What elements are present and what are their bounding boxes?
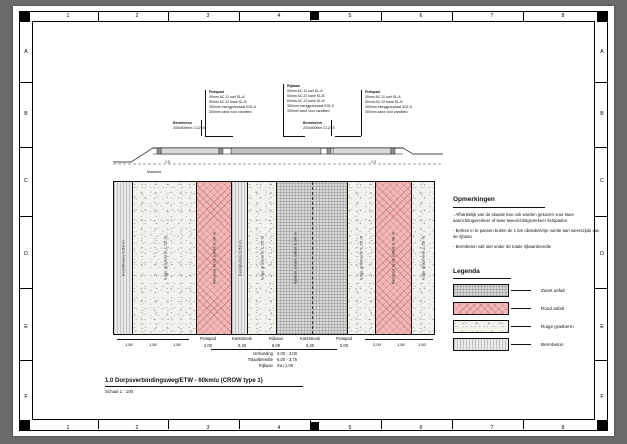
legend-item-rood-asfalt	[453, 302, 603, 315]
ruler-right-D: D	[600, 251, 604, 257]
label-slope-right: 1:3	[371, 160, 376, 164]
callout-line: 60mm AC 22 base SL-B	[287, 94, 325, 99]
legend-swatch-berm	[453, 338, 509, 351]
dim-line	[365, 339, 433, 340]
dim-value: 6,00	[271, 343, 281, 348]
dim-label: Verharding	[252, 351, 273, 356]
callout-line: 300mm zand voor zandbed	[287, 109, 330, 114]
ruler-top-1: 1	[66, 13, 70, 19]
register-mark-top-right	[597, 11, 608, 22]
ruler-top-5: 5	[348, 13, 352, 19]
ruler-tick	[239, 12, 240, 21]
title-line: 1.0 Dorpsverbindingsweg/ETW - 60km/u (CROW type 1)	[105, 378, 263, 384]
callout-fietspad-left	[209, 90, 256, 115]
band-gravel-left	[133, 182, 197, 334]
ruler-left-D: D	[24, 251, 28, 257]
ruler-top-7: 7	[490, 13, 494, 19]
drawing-sheet	[13, 6, 614, 436]
ruler-tick	[19, 360, 32, 361]
dim-value: 1,50	[125, 342, 133, 347]
ruler-tick	[19, 82, 32, 83]
legend-leader	[511, 344, 531, 345]
ruler-tick	[168, 420, 169, 429]
band-label: ruige grasberm 1,50 m	[162, 235, 168, 281]
register-mark-bottom-center	[310, 422, 319, 431]
notes-underline	[453, 207, 545, 208]
legend-swatch-red-asphalt	[453, 302, 509, 315]
ruler-bottom-8: 8	[561, 425, 565, 431]
callout-line: 30mm AC 11 surf SL-A	[209, 95, 245, 100]
callout-line: 50mm AC 22 base SL-B	[209, 100, 247, 105]
band-label: ruige grasberm 1,50 m	[358, 235, 364, 281]
band-carriageway	[277, 182, 347, 334]
ruler-right-E: E	[600, 324, 604, 330]
ruler-top-6: 6	[419, 13, 423, 19]
ruler-bottom-4: 4	[277, 425, 281, 431]
dim-value: 2,00	[339, 343, 349, 348]
register-mark-top-center	[310, 11, 319, 20]
callout-line: 300mm zand voor zandbed	[365, 110, 408, 115]
legend-panel	[453, 268, 603, 356]
band-cyclepath-left	[197, 182, 232, 334]
callout-line: 300mm zand voor zandbed	[209, 110, 252, 115]
note-item: - Bermbeton valt niet onder de totale rijbaanbreedte	[453, 243, 552, 249]
ruler-tick	[595, 82, 608, 83]
ruler-bottom-6: 6	[419, 425, 423, 431]
band-label: ruige grasberm 1,50 m	[420, 235, 426, 281]
callout-line: 60mm AC 22 base SL-B	[287, 99, 325, 104]
ruler-tick	[19, 288, 32, 289]
callout-title: Bermbeton	[173, 121, 192, 125]
dim-value: 6,00 - 3,75	[277, 357, 298, 362]
callout-line: 200x500mm C12/15	[173, 126, 205, 131]
callout-fietspad-right	[365, 90, 412, 115]
ruler-tick	[381, 12, 382, 21]
ruler-right-A: A	[600, 49, 604, 55]
legend-item-ruige-grasberm	[453, 320, 603, 333]
legend-label: Zwart asfalt	[541, 288, 565, 293]
callout-rijbaan	[287, 84, 334, 115]
ruler-top-4: 4	[277, 13, 281, 19]
dim-value: 1,50	[418, 342, 426, 347]
road-centerline	[312, 182, 313, 334]
band-cyclepath-right	[376, 182, 411, 334]
legend-underline	[453, 278, 511, 279]
ruler-right-F: F	[600, 394, 604, 400]
legend-item-bermbeton	[453, 338, 603, 351]
dim-value: 0,30	[305, 343, 315, 348]
dim-label: Rijbaan	[258, 363, 273, 368]
ruler-tick	[523, 420, 524, 429]
dim-value: 1,50	[149, 342, 157, 347]
dim-value: 2,00	[203, 343, 213, 348]
band-gravel-mid-right	[348, 182, 377, 334]
scale-line: Schaal 1 : 100	[105, 389, 134, 394]
dim-label: Rijbaan	[268, 336, 284, 341]
ruler-left-C: C	[24, 178, 28, 184]
ruler-left-F: F	[24, 394, 28, 400]
leader-line	[283, 84, 284, 136]
ruler-right-B: B	[600, 111, 604, 117]
dim-value: 2,00	[373, 342, 381, 347]
note-item: - Afhankelijk van de situatie kan ook worden gekozen voor twee aanrichtingsverkeer of twee tweerichtingsverkeer fietspaden	[453, 212, 574, 224]
callout-title: Fietspad	[209, 90, 224, 94]
dim-value: 1,50	[397, 342, 405, 347]
notes-title: Opmerkingen	[453, 196, 495, 203]
legend-leader	[511, 290, 531, 291]
legend-title: Legenda	[453, 268, 480, 275]
dim-value: 1,50	[173, 342, 181, 347]
ruler-left-B: B	[24, 111, 28, 117]
callout-line: 300mm menggranulaat 0/31.5	[365, 105, 412, 110]
ruler-top-8: 8	[561, 13, 565, 19]
dim-value: 4,00 - 3,00	[277, 351, 298, 356]
legend-swatch-gravel	[453, 320, 509, 333]
ruler-tick	[310, 12, 311, 21]
callout-line: 40mm AC 11 surf SL-A	[287, 89, 323, 94]
ruler-tick	[595, 147, 608, 148]
ruler-tick	[239, 420, 240, 429]
dim-value: min 1,00	[277, 363, 294, 368]
ruler-left-E: E	[24, 324, 28, 330]
dim-line	[211, 349, 337, 350]
ruler-bottom-1: 1	[66, 425, 70, 431]
legend-label: Ruige grasberm	[541, 324, 574, 329]
notes-panel	[453, 196, 601, 253]
band-gravel-mid-left	[248, 182, 277, 334]
band-gravel-right	[412, 182, 434, 334]
label-maaiveld: Maaiveld	[147, 170, 162, 174]
band-label: fietspad rood asfalt 2,00 m	[390, 231, 396, 285]
ruler-bottom-7: 7	[490, 425, 494, 431]
ruler-bottom-3: 3	[206, 425, 210, 431]
ruler-tick	[98, 420, 99, 429]
leader-line	[205, 90, 206, 136]
band-label: bermbeton 0,50 m	[237, 240, 243, 276]
callout-line: 200x500mm C12/15	[303, 126, 335, 131]
leader-line	[361, 90, 362, 136]
callout-bermbeton-left	[173, 121, 205, 131]
callout-line: 50mm AC 22 base SL-B	[365, 100, 403, 105]
legend-leader	[511, 308, 531, 309]
register-mark-bottom-left	[19, 420, 30, 431]
dim-label: Fietspad	[335, 336, 353, 341]
ruler-tick	[19, 216, 32, 217]
callout-line: 300mm menggranulaat 0/31.5	[209, 105, 256, 110]
cross-section-drawing	[113, 76, 443, 174]
dim-value: 0,30	[237, 343, 247, 348]
legend-leader	[511, 326, 531, 327]
legend-label: Rood asfalt	[541, 306, 565, 311]
register-mark-bottom-right	[597, 420, 608, 431]
ruler-tick	[168, 12, 169, 21]
register-mark-top-left	[19, 11, 30, 22]
ruler-top-2: 2	[135, 13, 139, 19]
band-label: bermbeton 0,50 m	[120, 240, 126, 276]
band-label: ruige grasberm 1,50 m	[259, 235, 265, 281]
ruler-tick	[381, 420, 382, 429]
callout-title: Fietspad	[365, 90, 380, 94]
ruler-left-A: A	[24, 49, 28, 55]
title-underline	[105, 386, 303, 387]
note-item: - Berken in te passen buiten de 1,5m obstakelvrije ruimte aan weerszijde van de rijbaan	[453, 227, 600, 240]
label-slope-left: 1:3	[165, 160, 170, 164]
legend-item-zwart-asfalt	[453, 284, 603, 297]
callout-title: Bermbeton	[303, 121, 322, 125]
ruler-bottom-2: 2	[135, 425, 139, 431]
ruler-tick	[98, 12, 99, 21]
callout-line: 30mm AC 11 surf SL-A	[365, 95, 401, 100]
band-berm-left	[114, 182, 133, 334]
ruler-bottom-5: 5	[348, 425, 352, 431]
ruler-tick	[19, 147, 32, 148]
callout-line: 350mm menggranulaat 0/31.5	[287, 104, 334, 109]
ruler-tick	[523, 12, 524, 21]
ruler-tick	[452, 12, 453, 21]
cross-section-profile	[113, 134, 443, 174]
ruler-right-C: C	[600, 178, 604, 184]
ruler-tick	[595, 360, 608, 361]
ruler-top-3: 3	[206, 13, 210, 19]
dim-label: Kantstrook	[231, 336, 253, 341]
callout-bermbeton-right	[303, 121, 335, 131]
plan-view	[113, 181, 435, 335]
dim-line	[117, 339, 189, 340]
legend-label: Bermbeton	[541, 342, 564, 347]
dim-label: Totaalbreedte	[247, 357, 273, 362]
band-label: fietspad rood asfalt 2,00 m	[211, 231, 217, 285]
title-block	[105, 378, 335, 394]
dim-label: Kantstrook	[299, 336, 321, 341]
band-berm-mid-left	[232, 182, 248, 334]
band-label: rijbaan zwart asfalt 6,00 m	[292, 231, 298, 285]
ruler-tick	[310, 420, 311, 429]
legend-swatch-black-asphalt	[453, 284, 509, 297]
callout-title: Rijbaan	[287, 84, 300, 88]
ruler-tick	[452, 420, 453, 429]
dim-label: Fietspad	[199, 336, 217, 341]
